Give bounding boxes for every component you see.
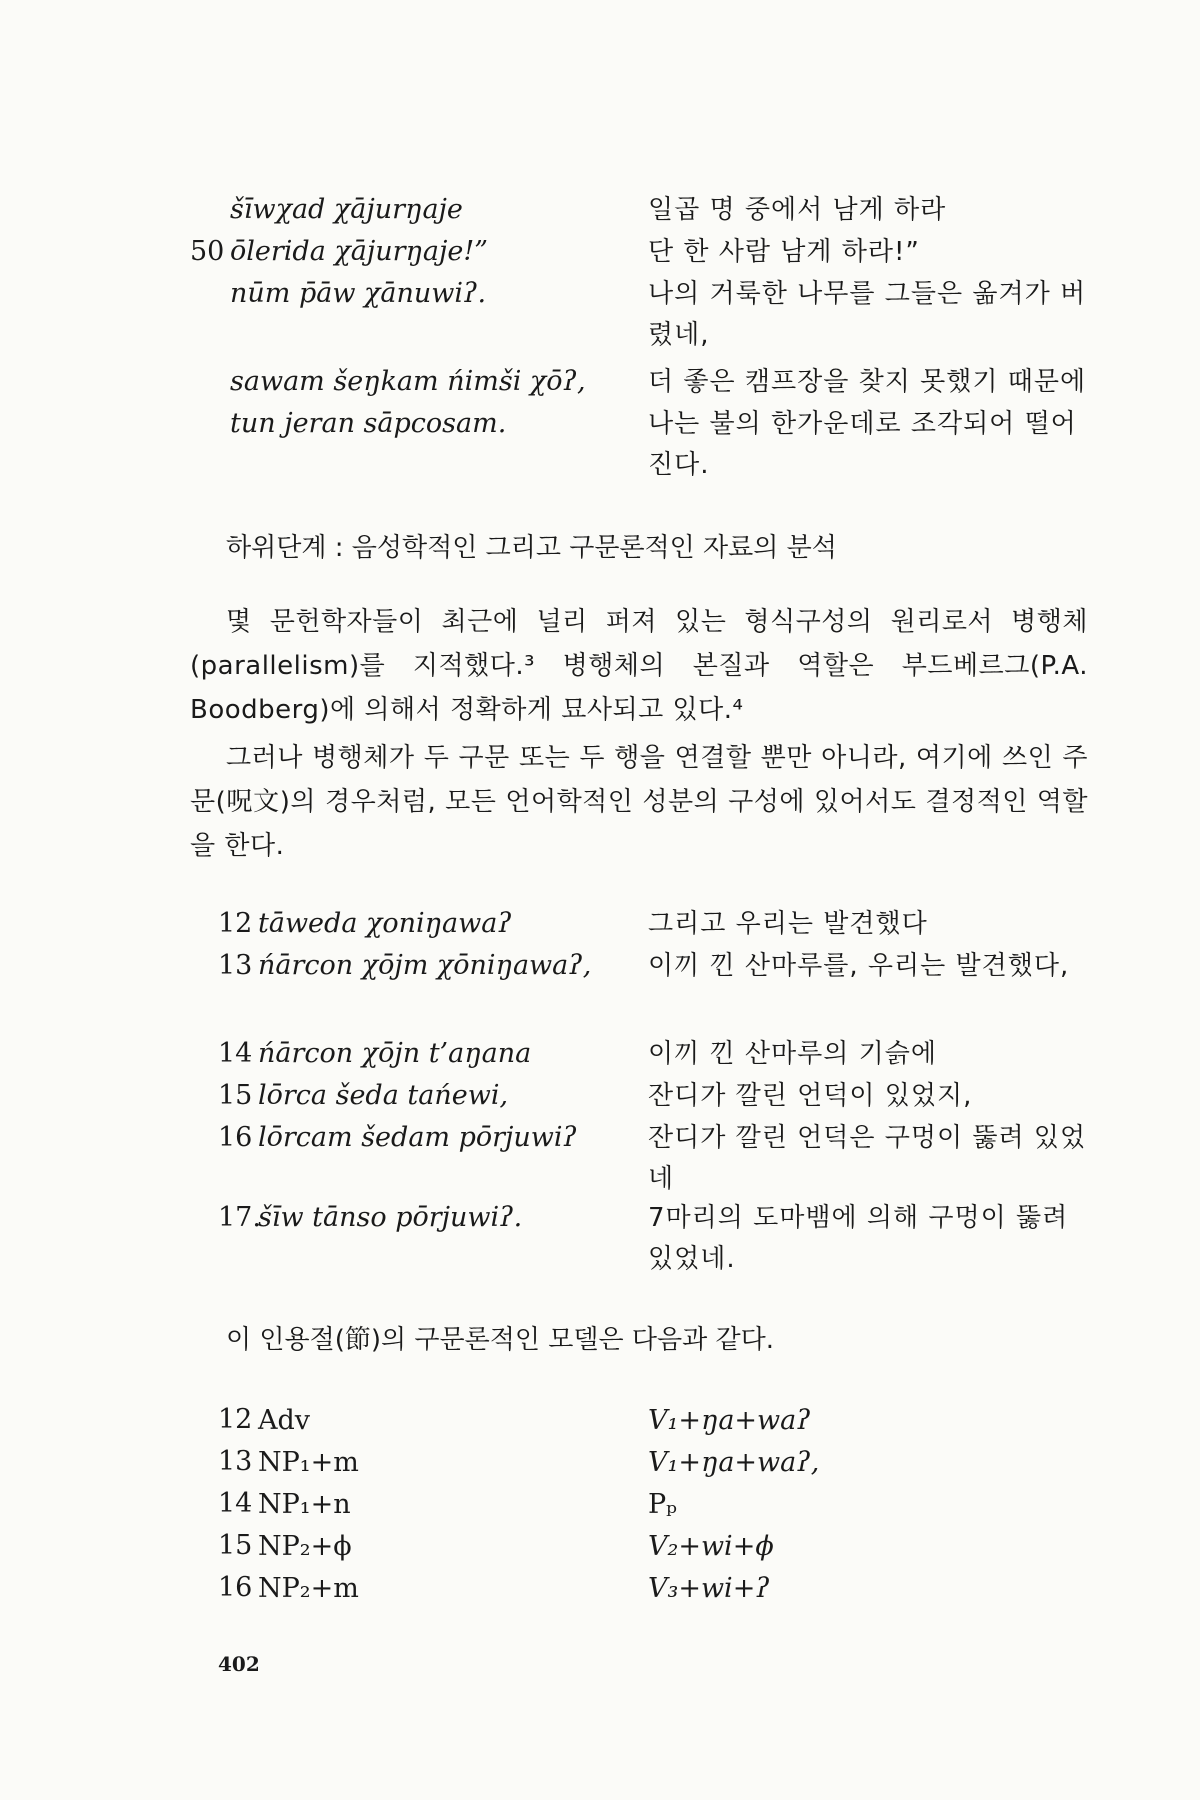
line-number: 16 [218, 1572, 253, 1603]
body-paragraph: 그러나 병행체가 두 구문 또는 두 행을 연결할 뿐만 아니라, 여기에 쓰인 주문(呪文)의 경우처럼, 모든 언어학적인 성분의 구성에 있어서도 결정적인 역할을 한다. [190, 743, 1088, 861]
line-number: 12 [218, 908, 253, 939]
translation-line: 7마리의 도마뱀에 의해 구멍이 뚫려 있었네. [648, 1203, 1069, 1274]
transliteration-line: sawam šeŋkam ńimši χōʔ, [230, 366, 586, 397]
model-left: Adv [258, 1405, 311, 1436]
translation-line: 이끼 낀 산마루의 기슭에 [648, 1039, 937, 1069]
page-number: 402 [218, 1652, 260, 1676]
transliteration-line: ńārcon χōjn t’aŋana [258, 1038, 532, 1069]
model-right: V₁+ŋa+waʔ, [648, 1447, 820, 1478]
model-left: NP₁+m [258, 1447, 359, 1478]
translation-line: 잔디가 깔린 언덕은 구멍이 뚫려 있었네 [648, 1123, 1087, 1194]
transliteration-line: tun jeran sāpcosam. [230, 408, 507, 439]
line-number: 15 [218, 1530, 253, 1561]
translation-line: 더 좋은 캠프장을 찾지 못했기 때문에 [648, 367, 1087, 397]
model-right: V₂+wi+ϕ [648, 1531, 774, 1562]
line-number: 14 [218, 1488, 253, 1519]
translation-line: 그리고 우리는 발견했다 [648, 909, 928, 939]
model-left: NP₂+ϕ [258, 1531, 352, 1562]
model-right: V₃+wi+ʔ [648, 1573, 770, 1604]
transliteration-line: šīw tānso pōrjuwiʔ. [258, 1202, 523, 1233]
line-number: 12 [218, 1404, 253, 1435]
transliteration-line: tāweda χoniŋawaʔ [258, 908, 512, 939]
model-left: NP₁+n [258, 1489, 351, 1520]
transliteration-line: nūm p̄āw χānuwiʔ. [230, 278, 487, 309]
translation-line: 일곱 명 중에서 남게 하라 [648, 195, 947, 225]
transliteration-line: lōrcam šedam pōrjuwiʔ [258, 1122, 578, 1153]
translation-line: 이끼 낀 산마루를, 우리는 발견했다, [648, 951, 1070, 981]
line-number: 13 [218, 1446, 253, 1477]
body-paragraph: 몇 문헌학자들이 최근에 널리 퍼져 있는 형식구성의 원리로서 병행체(parallelism)를 지적했다.³ 병행체의 본질과 역할은 부드베르그(P.A. Boodberg)에 의해서 정확하게 묘사되고 있다.⁴ [190, 607, 1088, 725]
line-number: 17. [218, 1202, 261, 1233]
section-heading: 하위단계 : 음성학적인 그리고 구문론적인 자료의 분석 [226, 533, 837, 563]
model-right: Pₚ [648, 1489, 677, 1520]
translation-line: 나의 거룩한 나무를 그들은 옮겨가 버렸네, [648, 279, 1087, 350]
translation-line: 단 한 사람 남게 하라!” [648, 237, 920, 267]
translation-line: 나는 불의 한가운데로 조각되어 떨어진다. [648, 409, 1077, 480]
line-number: 13 [218, 950, 253, 981]
model-left: NP₂+m [258, 1573, 359, 1604]
model-right: V₁+ŋa+waʔ [648, 1405, 811, 1436]
transliteration-line: ńārcon χōjm χōniŋawaʔ, [258, 950, 592, 981]
translation-line: 잔디가 깔린 언덕이 있었지, [648, 1081, 973, 1111]
transliteration-line: šīwχad χājurŋaje [230, 194, 463, 225]
transliteration-line: lōrca šeda tańewi, [258, 1080, 509, 1111]
transliteration-line: ōlerida χājurŋaje!” [230, 236, 488, 267]
line-number: 14 [218, 1038, 253, 1069]
model-intro: 이 인용절(節)의 구문론적인 모델은 다음과 같다. [226, 1325, 774, 1355]
line-number: 16 [218, 1122, 253, 1153]
line-number: 15 [218, 1080, 253, 1111]
line-number: 50 [190, 236, 225, 267]
